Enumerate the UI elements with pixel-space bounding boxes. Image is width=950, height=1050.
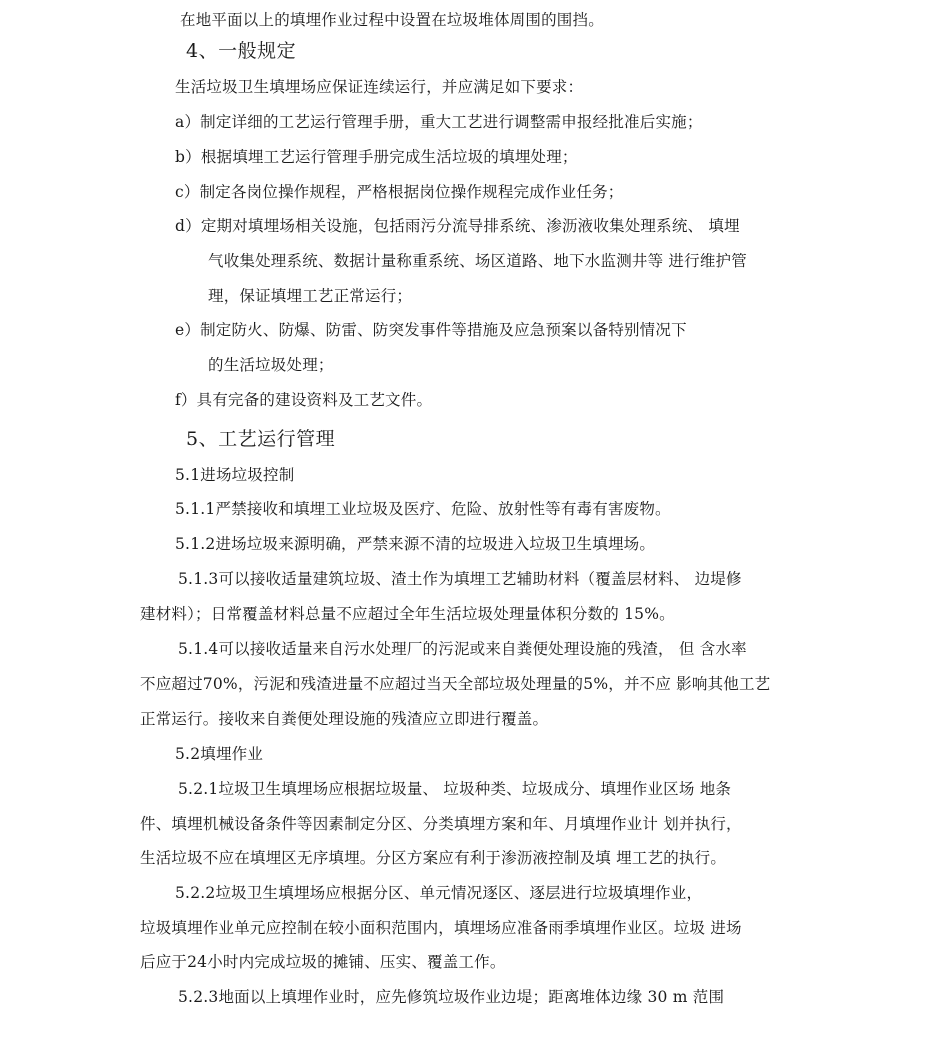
clause: 5.2.3地面以上填埋作业时，应先修筑垃圾作业边堤；距离堆体边缘 30 m 范围 — [178, 988, 725, 1006]
section-heading: 5、工艺运行管理 — [186, 428, 336, 450]
list-item: e）制定防火、防爆、防雷、防突发事件等措施及应急预案以备特别情况下 — [175, 321, 687, 339]
clause: 5.1.2进场垃圾来源明确，严禁来源不清的垃圾进入垃圾卫生填埋场。 — [175, 535, 656, 553]
list-item: b）根据填埋工艺运行管理手册完成生活垃圾的填埋处理； — [175, 148, 578, 166]
text-line: 在地平面以上的填埋作业过程中设置在垃圾堆体周围的围挡。 — [180, 11, 604, 29]
text-line: 生活垃圾卫生填埋场应保证连续运行，并应满足如下要求： — [175, 78, 584, 96]
subsection-heading: 5.2填埋作业 — [175, 745, 264, 763]
clause-continuation: 不应超过70%，污泥和残渣进量不应超过当天全部垃圾处理量的5%，并不应 影响其他工艺 — [140, 675, 771, 693]
clause: 5.1.3可以接收适量建筑垃圾、渣土作为填埋工艺辅助材料（覆盖层材料、 边堤修 — [178, 570, 742, 588]
clause: 5.1.4可以接收适量来自污水处理厂的污泥或来自粪便处理设施的残渣， 但 含水率 — [178, 640, 747, 658]
subsection-heading: 5.1进场垃圾控制 — [175, 466, 295, 484]
list-item: f）具有完备的建设资料及工艺文件。 — [175, 391, 433, 409]
clause-continuation: 正常运行。接收来自粪便处理设施的残渣应立即进行覆盖。 — [140, 710, 549, 728]
clause: 5.2.1垃圾卫生填埋场应根据垃圾量、 垃圾种类、垃圾成分、填埋作业区场 地条 — [178, 780, 732, 798]
list-item: d）定期对填埋场相关设施，包括雨污分流导排系统、渗沥液收集处理系统、 填埋 — [175, 217, 740, 235]
clause-continuation: 建材料）；日常覆盖材料总量不应超过全年生活垃圾处理量体积分数的 15%。 — [140, 605, 675, 623]
clause-continuation: 后应于24小时内完成垃圾的摊铺、压实、覆盖工作。 — [140, 953, 506, 971]
clause: 5.1.1严禁接收和填埋工业垃圾及医疗、危险、放射性等有毒有害废物。 — [175, 500, 671, 518]
section-heading: 4、一般规定 — [186, 40, 297, 62]
list-item-continuation: 的生活垃圾处理； — [208, 356, 334, 374]
clause: 5.2.2垃圾卫生填埋场应根据分区、单元情况逐区、逐层进行垃圾填埋作业， — [175, 884, 703, 902]
list-item-continuation: 理，保证填埋工艺正常运行； — [208, 287, 413, 305]
list-item: c）制定各岗位操作规程，严格根据岗位操作规程完成作业任务； — [175, 183, 624, 201]
clause-continuation: 生活垃圾不应在填埋区无序填埋。分区方案应有利于渗沥液控制及填 埋工艺的执行。 — [140, 849, 727, 867]
clause-continuation: 件、填埋机械设备条件等因素制定分区、分类填埋方案和年、月填埋作业计 划并执行， — [140, 815, 742, 833]
list-item-continuation: 气收集处理系统、数据计量称重系统、场区道路、地下水监测井等 进行维护管 — [208, 252, 747, 270]
clause-continuation: 垃圾填埋作业单元应控制在较小面积范围内，填埋场应准备雨季填埋作业区。垃圾 进场 — [140, 919, 742, 937]
list-item: a）制定详细的工艺运行管理手册，重大工艺进行调整需申报经批准后实施； — [175, 113, 703, 131]
